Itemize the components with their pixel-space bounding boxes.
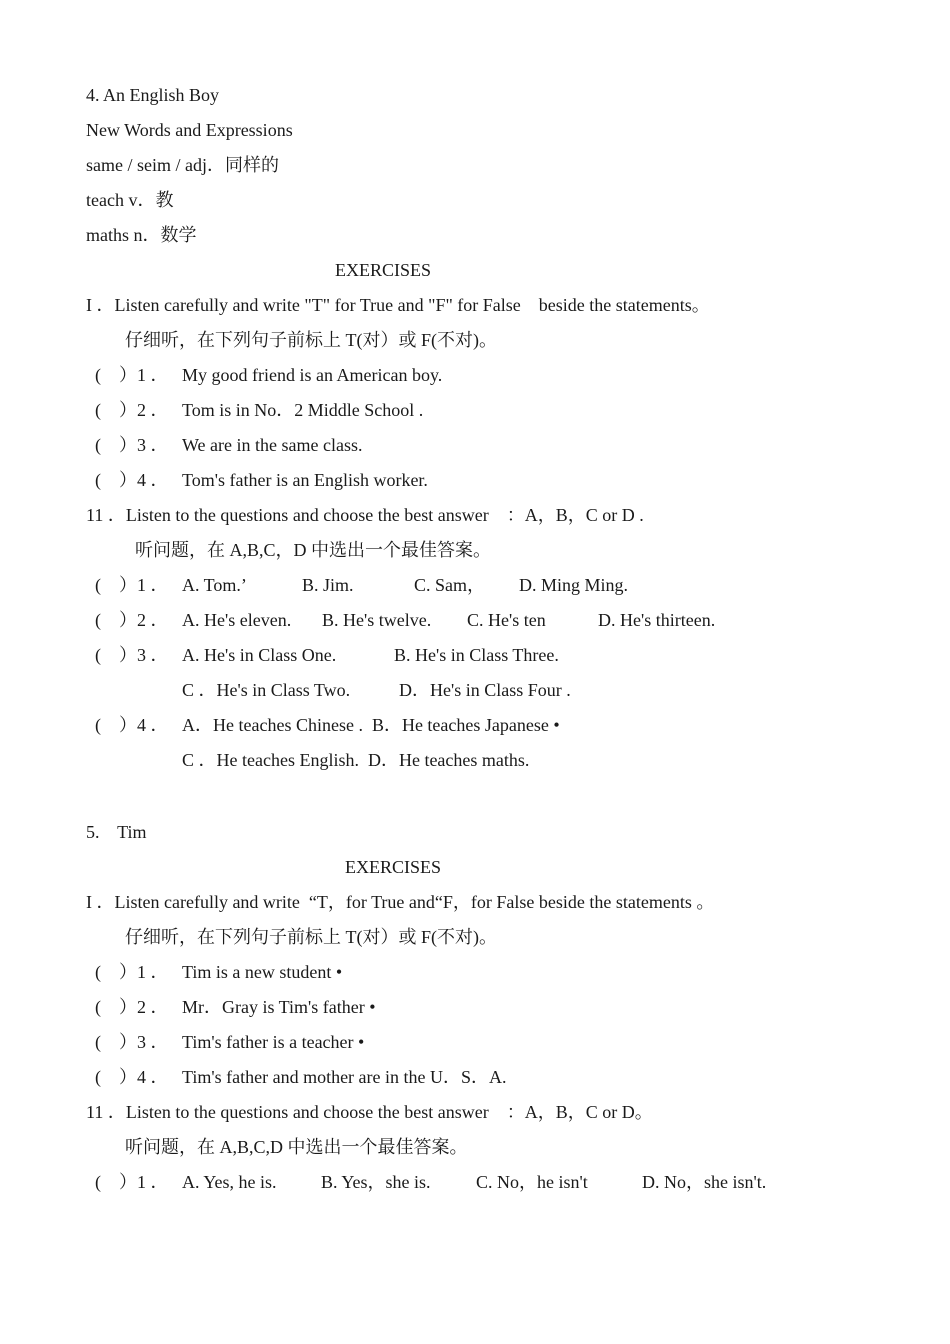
option-d: D. Ming Ming. bbox=[519, 575, 629, 595]
answer-bracket[interactable]: ( ）1 ． bbox=[95, 575, 169, 595]
vocab-entry: same / seim / adj．同样的 bbox=[86, 155, 279, 175]
answer-bracket[interactable]: ( ）2 ． bbox=[95, 997, 169, 1017]
answer-bracket[interactable]: ( ）4 ． bbox=[95, 1067, 169, 1087]
exercises-heading: EXERCISES bbox=[345, 857, 442, 877]
option-b: B. Yes，she is. bbox=[321, 1172, 431, 1192]
exercise-instruction: I ．Listen carefully and write “T，for True and“F，for False beside the statements 。 bbox=[86, 892, 715, 912]
lesson-title: 4. An English Boy bbox=[86, 85, 220, 105]
option-d: D．He's in Class Four . bbox=[399, 680, 571, 700]
exercise-instruction: I ．Listen carefully and write "T" for True and "F" for False beside the statements。 bbox=[86, 295, 710, 315]
vocab-entry: teach v．教 bbox=[86, 190, 174, 210]
option-b: B. Jim. bbox=[302, 575, 354, 595]
exercise-instruction-zh: 听问题，在 A,B,C,D 中选出一个最佳答案。 bbox=[125, 1137, 468, 1157]
answer-bracket[interactable]: ( ）2 ． bbox=[95, 400, 169, 420]
statement: Mr．Gray is Tim's father • bbox=[182, 997, 376, 1017]
answer-bracket[interactable]: ( ）2 ． bbox=[95, 610, 169, 630]
option-c: C. No，he isn't bbox=[476, 1172, 588, 1192]
exercise-instruction: 11 ．Listen to the questions and choose the best answer ：A，B，C or D。 bbox=[86, 1102, 653, 1122]
exercise-instruction-zh: 仔细听，在下列句子前标上 T(对）或 F(不对)。 bbox=[125, 330, 497, 350]
option-d: D. He's thirteen. bbox=[598, 610, 716, 630]
exercise-instruction: 11 ．Listen to the questions and choose the best answer ：A，B，C or D . bbox=[86, 505, 644, 525]
option-a: A. Tom.’ bbox=[182, 575, 247, 595]
statement: My good friend is an American boy. bbox=[182, 365, 443, 385]
answer-bracket[interactable]: ( ）3 ． bbox=[95, 645, 169, 665]
option-a: A. He's eleven. bbox=[182, 610, 292, 630]
statement: Tim's father is a teacher • bbox=[182, 1032, 365, 1052]
answer-bracket[interactable]: ( ）4 ． bbox=[95, 715, 169, 735]
exercise-instruction-zh: 仔细听，在下列句子前标上 T(对）或 F(不对)。 bbox=[125, 927, 497, 947]
answer-bracket[interactable]: ( ）1 ． bbox=[95, 962, 169, 982]
answer-bracket[interactable]: ( ）3 ． bbox=[95, 435, 169, 455]
option-a: A. He's in Class One. bbox=[182, 645, 337, 665]
vocab-heading: New Words and Expressions bbox=[86, 120, 293, 140]
lesson-title: 5. Tim bbox=[86, 822, 147, 842]
option-c: C. Sam， bbox=[414, 575, 486, 595]
statement: We are in the same class. bbox=[182, 435, 363, 455]
answer-bracket[interactable]: ( ）1 ． bbox=[95, 365, 169, 385]
exercise-instruction-zh: 听问题，在 A,B,C，D 中选出一个最佳答案。 bbox=[135, 540, 492, 560]
statement: Tom's father is an English worker. bbox=[182, 470, 428, 490]
option-c: C. He's ten bbox=[467, 610, 546, 630]
answer-bracket[interactable]: ( ）3 ． bbox=[95, 1032, 169, 1052]
options-cd: C ．He teaches English. D．He teaches maths. bbox=[182, 750, 530, 770]
statement: Tim's father and mother are in the U．S．A. bbox=[182, 1067, 507, 1087]
option-a: A. Yes, he is. bbox=[182, 1172, 277, 1192]
statement: Tim is a new student • bbox=[182, 962, 343, 982]
answer-bracket[interactable]: ( ）4 ． bbox=[95, 470, 169, 490]
option-c: C ．He's in Class Two. bbox=[182, 680, 351, 700]
option-b: B. He's in Class Three. bbox=[394, 645, 559, 665]
answer-bracket[interactable]: ( ）1 ． bbox=[95, 1172, 169, 1192]
option-d: D. No，she isn't. bbox=[642, 1172, 767, 1192]
option-b: B. He's twelve. bbox=[322, 610, 432, 630]
exercises-heading: EXERCISES bbox=[335, 260, 432, 280]
options-ab: A．He teaches Chinese . B．He teaches Japanese • bbox=[182, 715, 560, 735]
statement: Tom is in No．2 Middle School . bbox=[182, 400, 424, 420]
vocab-entry: maths n．数学 bbox=[86, 225, 197, 245]
